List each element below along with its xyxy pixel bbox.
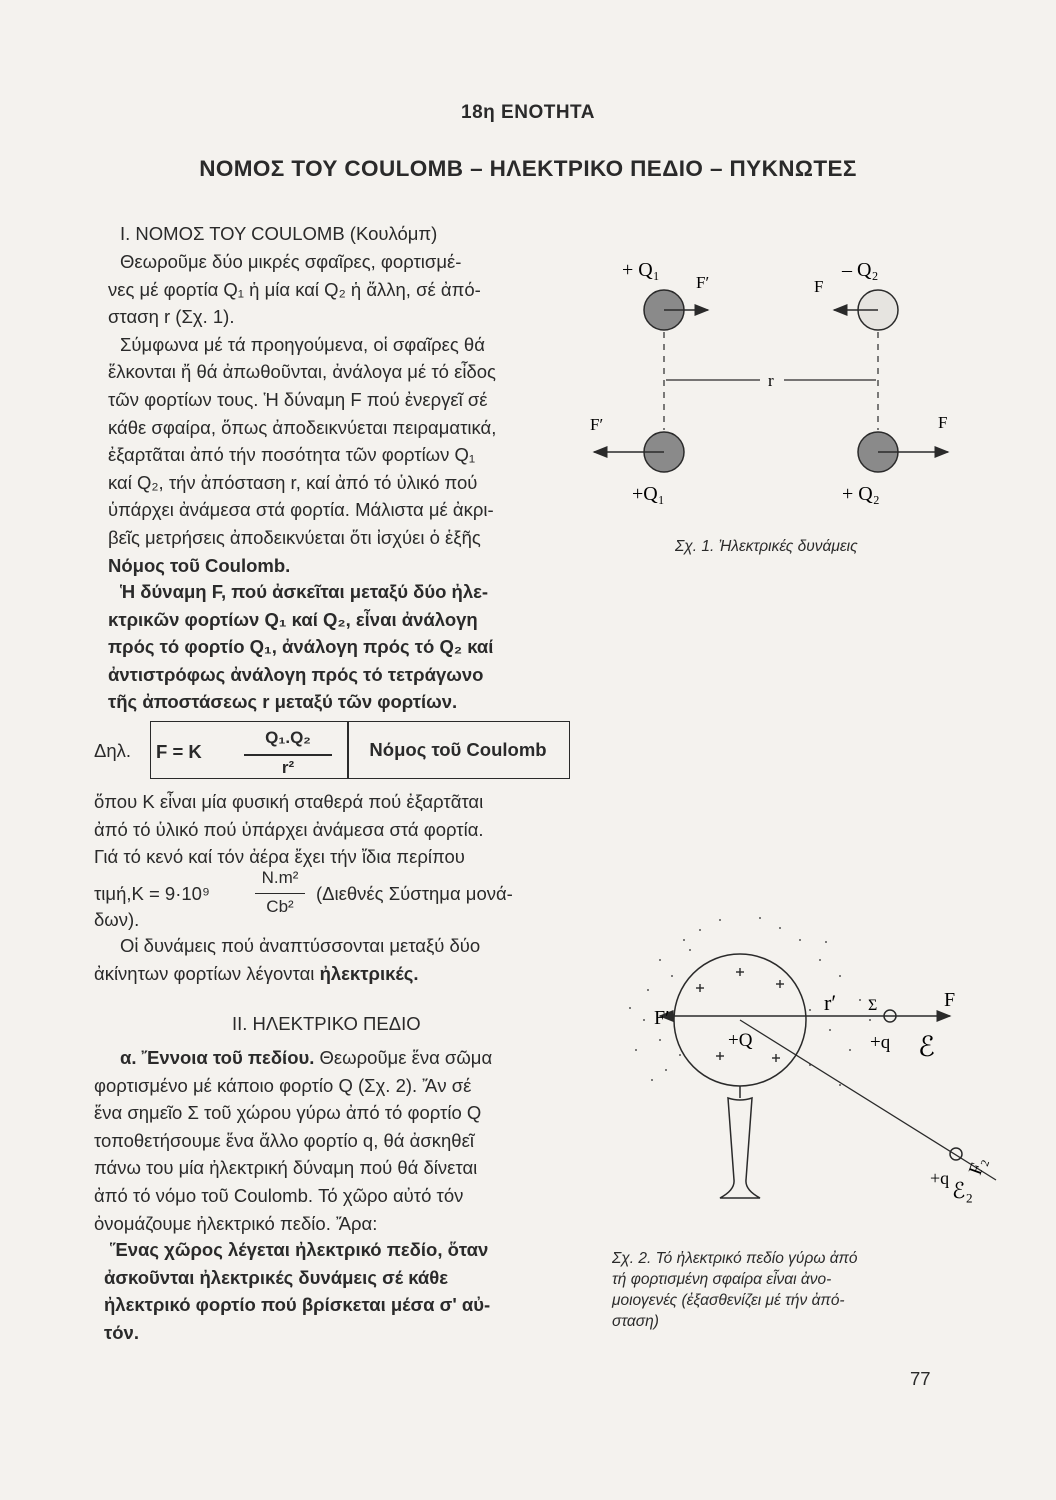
caption-line: σταση)	[612, 1313, 659, 1330]
radial-line	[740, 1020, 996, 1180]
label-f2: F₂	[964, 1154, 991, 1178]
text-line	[120, 1044, 579, 1072]
caption-line: Σχ. 2. Τό ἠλεκτρικό πεδίο γύρω ἀπό	[612, 1250, 858, 1267]
formula-label: Νόμος τοῦ Coulomb	[369, 739, 547, 760]
section2-heading: ΙΙ. ΗΛΕΚΤΡΙΚΟ ΠΕΔΙΟ	[232, 1013, 421, 1034]
section-number: 18η ΕΝΟΤΗΤΑ	[461, 102, 595, 123]
text-line: Γιά τό κενό καί τόν ἀέρα ἔχει τήν ἴδια περίπου	[94, 846, 465, 868]
label-center-q: +Q	[728, 1030, 753, 1051]
text-line: τόν.	[104, 1321, 139, 1343]
text-line: καί Q₂, τήν ἀπόσταση r, καί ἀπό τό ὑλικό πού	[108, 471, 478, 493]
fraction-bar	[244, 754, 332, 756]
label-f-prime-bottom: F′	[590, 415, 604, 434]
label-q2-bottom: + Q₂	[842, 483, 880, 505]
text-line: τῶν φορτίων τους. Ἡ δύναμη F πού ἐνεργεῖ σέ	[108, 388, 488, 410]
text-line: ἠλεκτρικό φορτίο πού βρίσκεται μέσα σ' αὐ-	[104, 1294, 491, 1316]
text-line: ἀπό τό ὑλικό πού ὑπάρχει ἀνάμεσα στά φορτία.	[94, 818, 484, 840]
label-f: F	[944, 989, 956, 1011]
label-field-e: ℰ	[918, 1032, 935, 1063]
caption-line: μοιογενές (ἐξασθενίζει μέ τήν ἀπό-	[612, 1292, 845, 1309]
closing-bold: ἠλεκτρικές.	[319, 962, 419, 984]
label-q1-bottom: +Q₁	[632, 483, 665, 505]
text-line: Θεωροῦμε δύο μικρές σφαῖρες, φορτισμέ-	[120, 251, 462, 272]
text-line: βεῖς μετρήσεις ἀποδεικνύεται ὅτι ἰσχύει ὁ ἑξῆς	[108, 526, 481, 548]
closing-paragraph	[94, 932, 575, 987]
section1-paragraph	[108, 248, 565, 579]
text-line: Ἕνας χῶρος λέγεται ἠλεκτρικό πεδίο, ὅταν	[110, 1239, 489, 1260]
text-line: Σύμφωνα μέ τά προηγούμενα, οἱ σφαῖρες θά	[120, 333, 485, 355]
section1-heading: Ι. ΝΟΜΟΣ ΤΟΥ COULOMB (Κουλόμπ)	[120, 223, 438, 244]
figure-2	[600, 880, 1020, 1240]
text-line: τοποθετήσουμε ἕνα ἄλλο φορτίο q, θά ἀσκηθεῖ	[94, 1129, 474, 1151]
formula-denominator: r²	[281, 758, 295, 777]
constant-suffix: (Διεθνές Σύστημα μονά-	[316, 883, 513, 904]
text-line: κτρικῶν φορτίων Q₁ καί Q₂, εἶναι ἀνάλογη	[108, 608, 478, 630]
unit-denominator: Cb²	[266, 897, 294, 916]
label-e2: ℰ₂	[952, 1178, 973, 1203]
figure-1	[580, 240, 960, 560]
text-line	[94, 960, 575, 988]
sphere-stand	[720, 1086, 760, 1198]
test-charge-2	[950, 1148, 962, 1160]
text-line: νες μέ φορτία Q₁ ἡ μία καί Q₂ ἡ ἄλλη, σέ ἀπό-	[108, 278, 481, 300]
text-line: φορτισμένο μέ κάποιο φορτίο Q (Σχ. 2). Ἄν σέ	[94, 1074, 472, 1096]
closing-text: ἀκίνητων φορτίων λέγονται	[94, 962, 315, 984]
text-line: πρός τό φορτίο Q₁, ἀνάλογη πρός τό Q₂ καί	[108, 636, 494, 658]
formula-numerator: Q₁.Q₂	[265, 728, 311, 747]
formula-explanation	[94, 788, 574, 871]
unit-numerator: N.m²	[261, 868, 299, 887]
section2-paragraph	[94, 1044, 579, 1237]
law-statement	[108, 578, 568, 716]
label-f-prime: F′	[654, 1007, 670, 1029]
field-definition	[104, 1236, 564, 1346]
text-line: ἐξαρτᾶται ἀπό τήν ποσότητα τῶν φορτίων Q₁	[108, 444, 476, 466]
text-line: ἕλκονται ἤ θά ἀπωθοῦνται, ἀνάλογα μέ τό εἶδος	[108, 361, 496, 383]
text-line: ὅπου K εἶναι μία φυσική σταθερά πού ἐξαρτᾶται	[94, 791, 484, 812]
caption-line: τή φορτισμένη σφαίρα εἶναι ἀνο-	[612, 1271, 832, 1288]
label-f-prime-top: F′	[696, 273, 710, 292]
label-plus-q: +q	[870, 1032, 891, 1053]
text-line: κάθε σφαίρα, ὅπως ἀποδεικνύεται πειραματικά,	[108, 416, 497, 438]
text-line: ἀσκοῦνται ἠλεκτρικές δυνάμεις σέ κάθε	[104, 1266, 449, 1288]
label-f-bottom: F	[938, 413, 948, 432]
page-number: 77	[910, 1368, 931, 1389]
unit-fraction-bar	[255, 893, 305, 894]
subheading-rest: Θεωροῦμε ἕνα σῶμα	[319, 1047, 493, 1068]
label-f-top: F	[814, 277, 824, 296]
constant-prefix: τιμή,K = 9·10⁹	[94, 883, 210, 904]
text-line: ὑπάρχει ἀνάμεσα στά φορτία. Μάλιστα μέ ἀκρι-	[108, 499, 494, 521]
text-line: Οἱ δυνάμεις πού ἀναπτύσσονται μεταξύ δύο	[120, 935, 481, 956]
text-line: ἀπό τό νόμο τοῦ Coulomb. Τό χῶρο αὐτό τόν	[94, 1184, 464, 1206]
text-line: ἕνα σημεῖο Σ τοῦ χώρου γύρω ἀπό τό φορτίο Q	[94, 1102, 482, 1124]
formula-lhs: F = K	[156, 741, 202, 762]
text-line: πάνω του μία ἠλεκτρική δύναμη πού θά δίνεται	[94, 1157, 478, 1179]
text-line: σταση r (Σχ. 1).	[108, 306, 235, 328]
label-r-prime: r′	[824, 990, 837, 1015]
label-q1-top: + Q₁	[622, 259, 660, 281]
text-line: ἀντιστρόφως ἀνάλογη πρός τό τετράγωνο	[108, 663, 484, 685]
label-sigma: Σ	[868, 997, 878, 1014]
chapter-title: ΝΟΜΟΣ ΤΟΥ COULOMB – ΗΛΕΚΤΡΙΚΟ ΠΕΔΙΟ – ΠΥΚΝΩΤΕΣ	[199, 156, 857, 181]
constant-end: δων).	[94, 909, 140, 930]
figure-2-caption	[612, 1248, 952, 1332]
subheading: α. Ἔννοια τοῦ πεδίου.	[120, 1047, 315, 1068]
text-line: τῆς ἀποστάσεως r μεταξύ τῶν φορτίων.	[108, 691, 458, 713]
law-name-line: Νόμος τοῦ Coulomb.	[108, 554, 291, 576]
label-r: r	[768, 371, 774, 390]
label-q2-top: – Q₂	[842, 259, 879, 281]
text-line: Ἡ δύναμη F, πού ἀσκεῖται μεταξύ δύο ἠλε-	[120, 581, 489, 602]
text-line: ὀνομάζουμε ἠλεκτρικό πεδίο. Ἄρα:	[94, 1212, 378, 1234]
formula-prefix: Δηλ.	[94, 740, 132, 761]
label-q-bottom: +q	[930, 1168, 950, 1188]
figure-1-caption: Σχ. 1. Ἠλεκτρικές δυνάμεις	[675, 538, 858, 555]
